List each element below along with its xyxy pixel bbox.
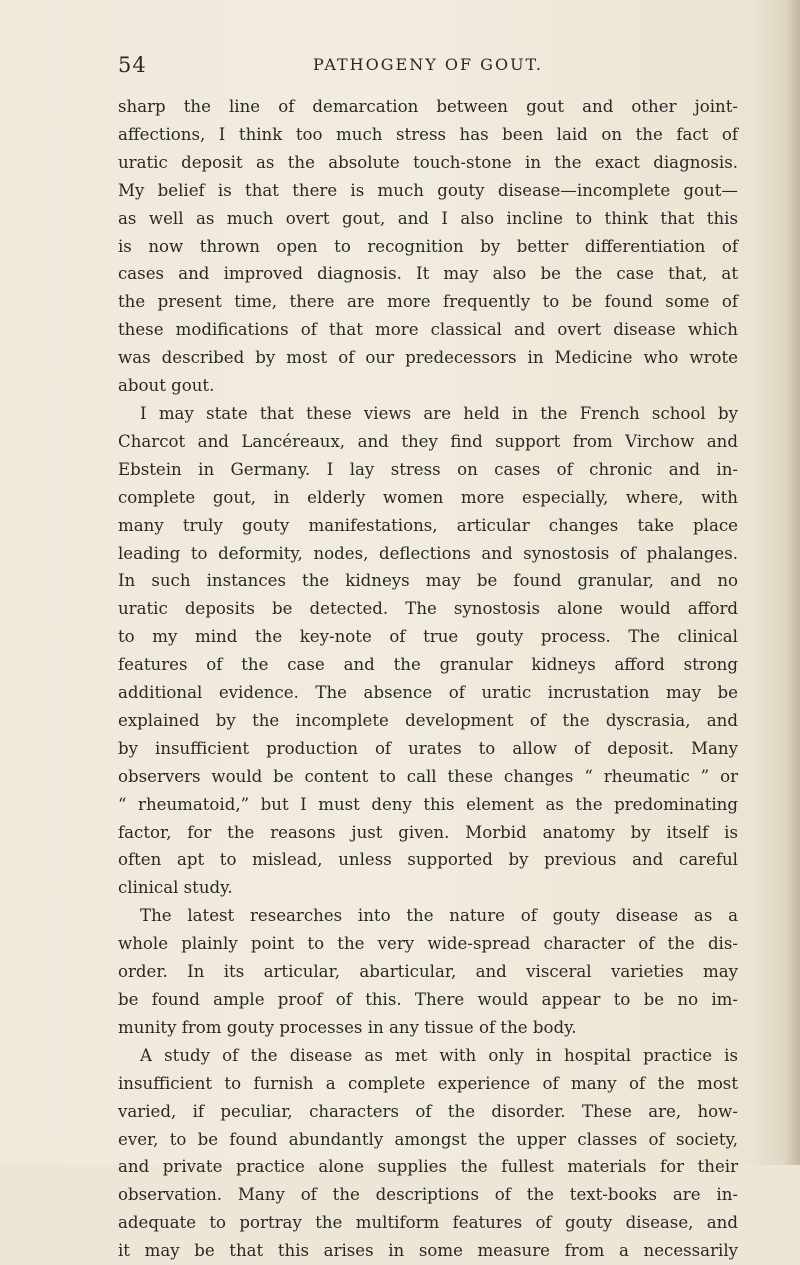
- text-line: The latest researches into the nature of gouty disease as a: [140, 906, 738, 926]
- text-line: order. In its articular, abarticular, and visceral varieties may: [118, 962, 738, 982]
- text-line: Ebstein in Germany. I lay stress on cases of chronic and in-: [118, 459, 738, 479]
- text-line: to my mind the key-note of true gouty process. The clinical: [118, 627, 738, 647]
- text-line: by insufficient production of urates to allow of deposit. Many: [118, 738, 738, 758]
- text-line: A study of the disease as met with only in hospital practice is: [140, 1045, 738, 1065]
- text-line: observers would be content to call these changes “ rheumatic ” or: [118, 766, 738, 786]
- text-line: uratic deposits be detected. The synostosis alone would afford: [118, 599, 738, 619]
- text-line: I may state that these views are held in the French school by: [140, 403, 738, 423]
- text-line: factor, for the reasons just given. Morbid anatomy by itself is: [118, 822, 738, 842]
- text-line: whole plainly point to the very wide-spread character of the dis-: [118, 934, 738, 954]
- text-line: My belief is that there is much gouty disease—incomplete gout—: [118, 180, 738, 200]
- text-line: and private practice alone supplies the fullest materials for their: [118, 1157, 738, 1177]
- page-edge-shadow: [786, 0, 800, 1165]
- text-line: observation. Many of the descriptions of the text-books are in-: [118, 1185, 738, 1205]
- text-line: munity from gouty processes in any tissue of the body.: [118, 1017, 577, 1037]
- text-line: often apt to mislead, unless supported by previous and careful: [118, 850, 738, 870]
- text-line: is now thrown open to recognition by better differentiation of: [118, 236, 738, 256]
- text-line: explained by the incomplete development of the dyscrasia, and: [118, 710, 738, 730]
- text-line: ever, to be found abundantly amongst the upper classes of society,: [118, 1129, 738, 1149]
- text-line: clinical study.: [118, 878, 233, 898]
- text-line: the present time, there are more frequently to be found some of: [118, 292, 738, 312]
- text-line: complete gout, in elderly women more especially, where, with: [118, 487, 738, 507]
- page-header: [118, 53, 738, 83]
- text-line: varied, if peculiar, characters of the disorder. These are, how-: [118, 1101, 738, 1121]
- text-line: insufficient to furnish a complete experience of many of the most: [118, 1073, 738, 1093]
- text-line: additional evidence. The absence of uratic incrustation may be: [118, 683, 738, 703]
- text-line: features of the case and the granular kidneys afford strong: [118, 655, 738, 675]
- text-line: about gout.: [118, 376, 215, 396]
- running-head: PATHOGENY OF GOUT.: [313, 55, 543, 74]
- text-line: was described by most of our predecessors in Medicine who wrote: [118, 348, 738, 368]
- text-line: as well as much overt gout, and I also incline to think that this: [118, 208, 738, 228]
- text-line: these modifications of that more classical and overt disease which: [118, 320, 738, 340]
- text-line: “ rheumatoid,” but I must deny this element as the predominating: [118, 794, 738, 814]
- text-line: leading to deformity, nodes, deflections and synostosis of phalanges.: [118, 543, 738, 563]
- text-line: it may be that this arises in some measure from a necessarily: [118, 1241, 738, 1261]
- text-line: affections, I think too much stress has been laid on the fact of: [118, 124, 738, 144]
- page-number: 54: [118, 53, 147, 77]
- text-line: uratic deposit as the absolute touch-stone in the exact diagnosis.: [118, 152, 738, 172]
- text-line: In such instances the kidneys may be found granular, and no: [118, 571, 738, 591]
- text-line: Charcot and Lancéreaux, and they find support from Virchow and: [118, 431, 738, 451]
- body-text: [118, 93, 738, 1265]
- text-line: sharp the line of demarcation between gout and other joint-: [118, 97, 738, 116]
- text-line: adequate to portray the multiform features of gouty disease, and: [118, 1213, 738, 1233]
- text-line: be found ample proof of this. There would appear to be no im-: [118, 990, 738, 1009]
- text-line: cases and improved diagnosis. It may also be the case that, at: [118, 264, 738, 284]
- text-line: many truly gouty manifestations, articular changes take place: [118, 515, 738, 535]
